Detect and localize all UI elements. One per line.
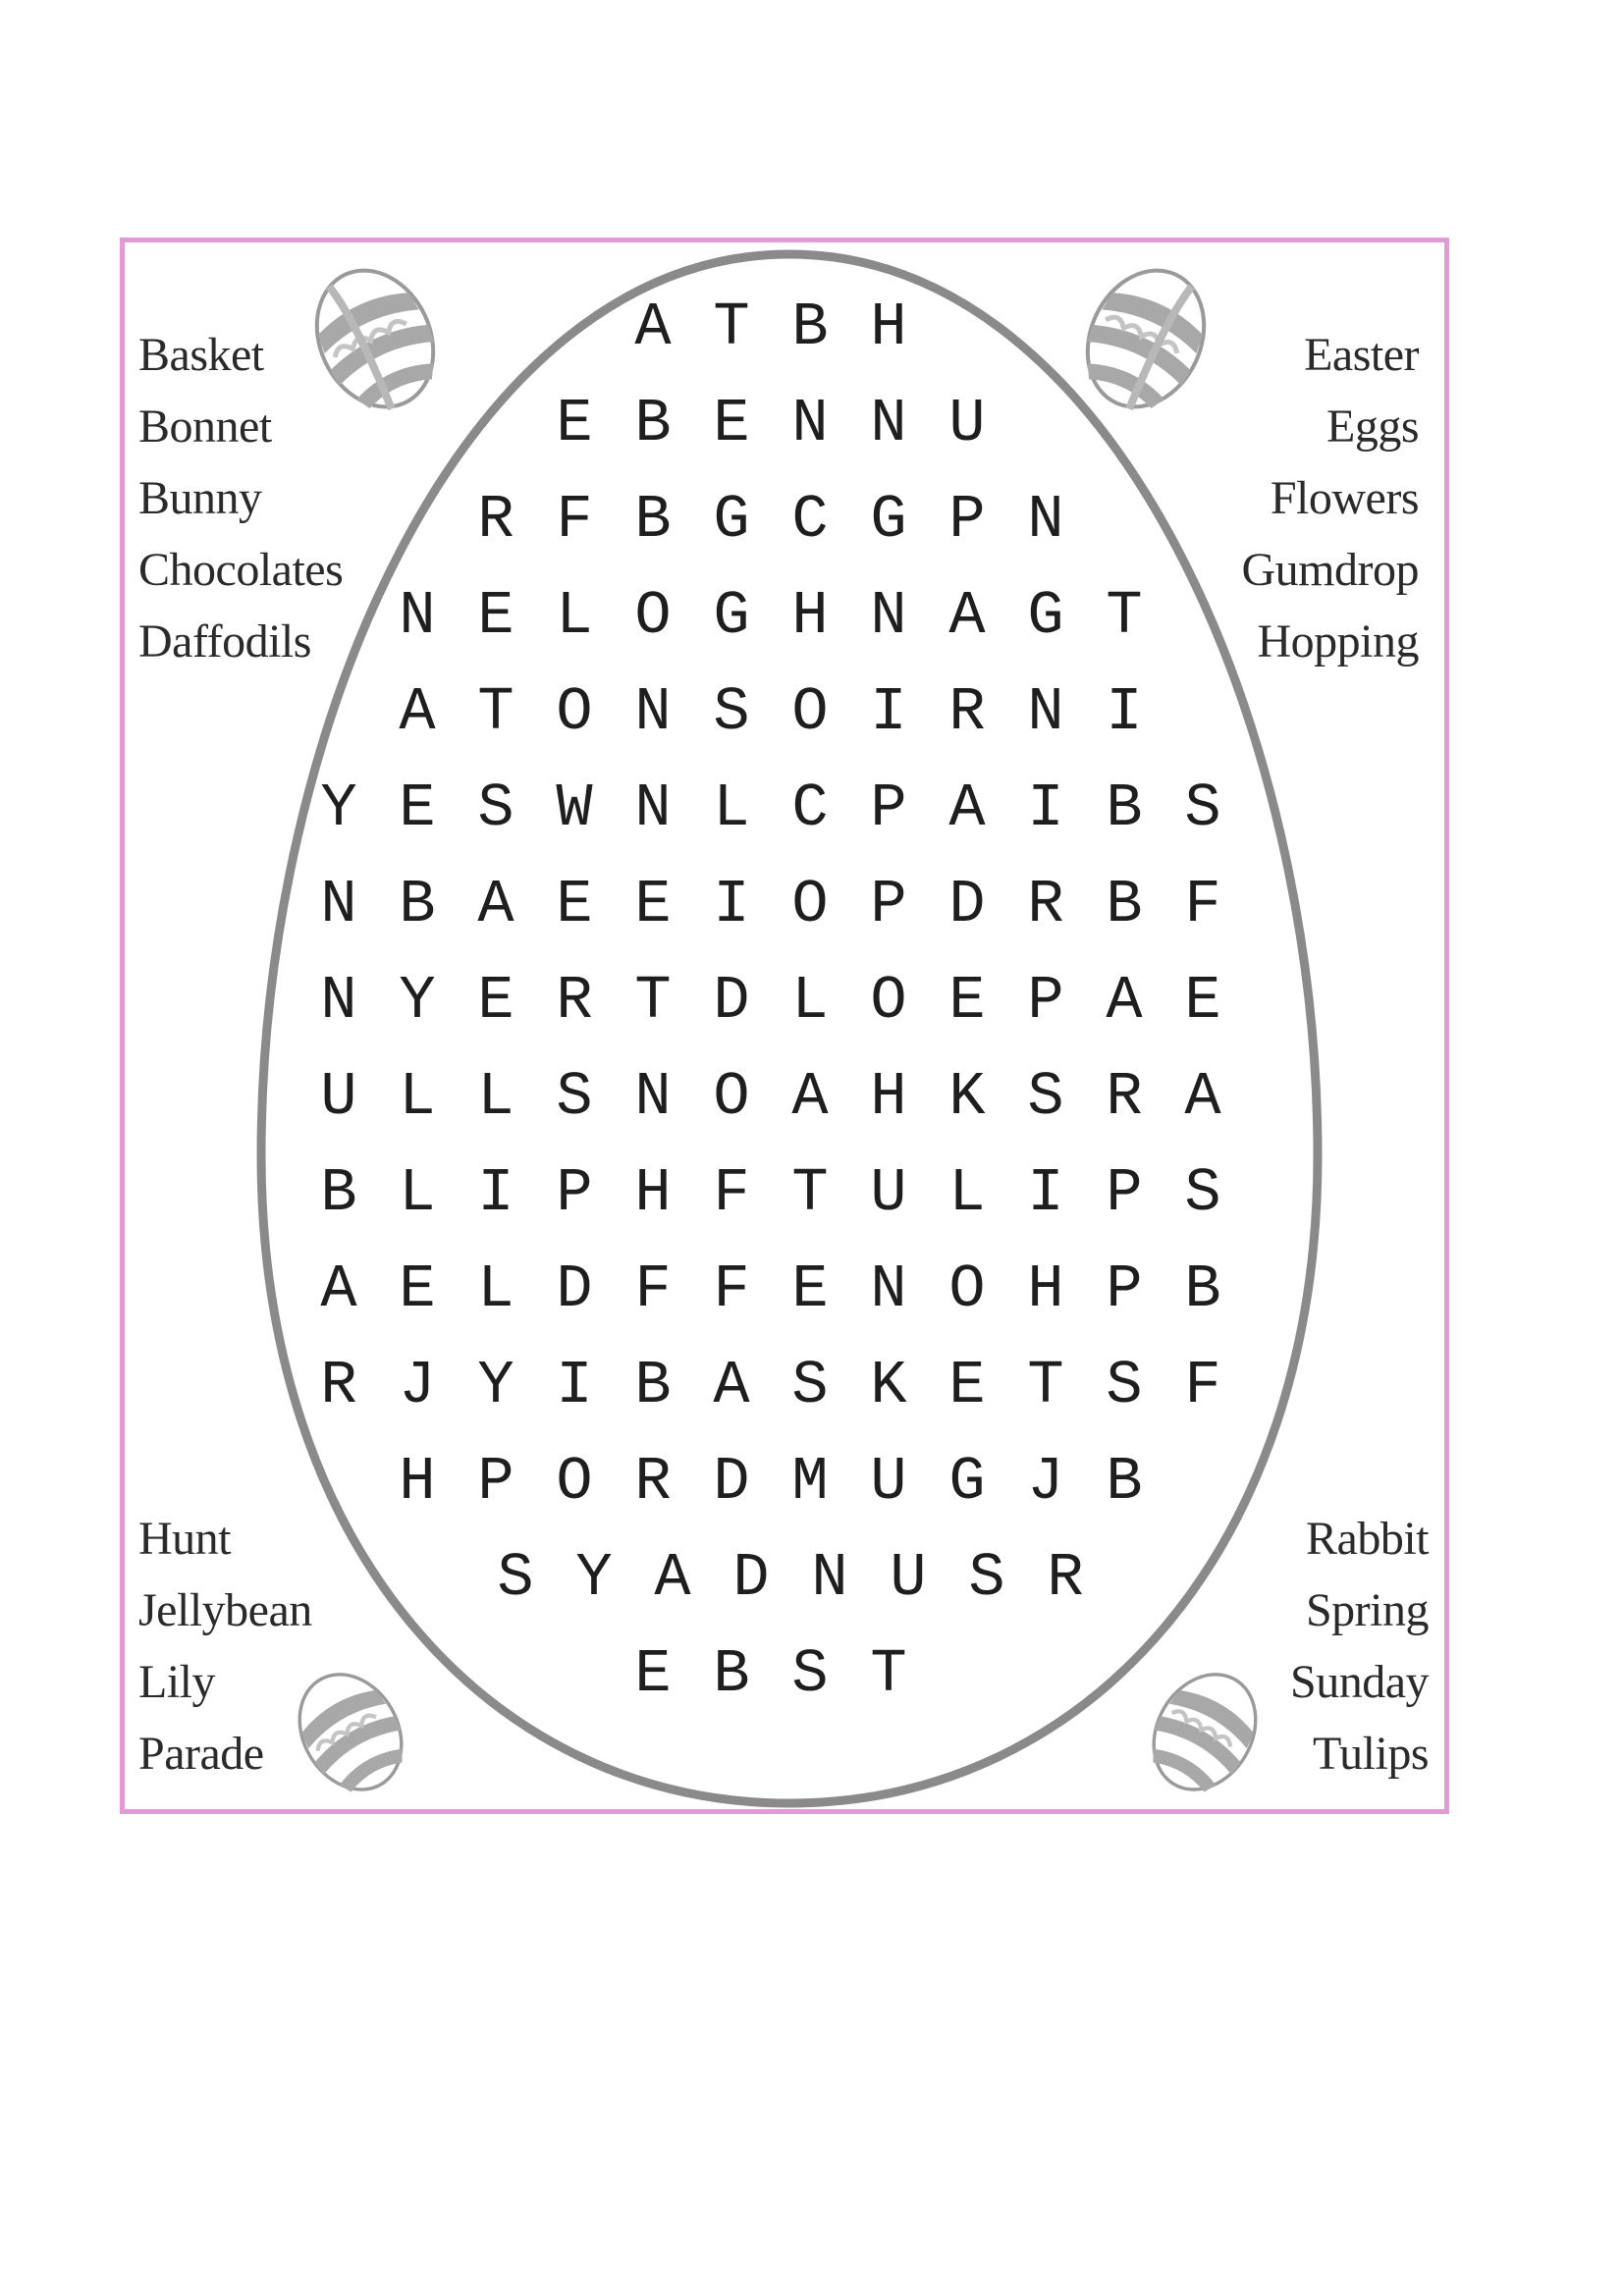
grid-letter[interactable]: U: [948, 389, 986, 458]
word-list-item: Rabbit: [1306, 1513, 1429, 1565]
word-list-item: Chocolates: [138, 544, 344, 596]
grid-letter[interactable]: Y: [575, 1543, 613, 1613]
grid-letter[interactable]: A: [948, 774, 986, 843]
grid-letter[interactable]: B: [1184, 1255, 1221, 1324]
grid-letter[interactable]: A: [791, 1062, 829, 1132]
grid-letter[interactable]: N: [791, 389, 829, 458]
grid-letter[interactable]: A: [320, 1255, 357, 1324]
grid-letter[interactable]: E: [556, 870, 593, 939]
grid-letter[interactable]: G: [1027, 581, 1064, 651]
grid-letter[interactable]: O: [556, 677, 593, 747]
grid-letter[interactable]: S: [497, 1543, 534, 1613]
grid-letter[interactable]: S: [791, 1351, 829, 1420]
word-list-item: Lily: [138, 1656, 215, 1708]
word-list-item: Bunny: [138, 472, 262, 524]
grid-letter[interactable]: P: [1106, 1255, 1143, 1324]
grid-letter[interactable]: E: [477, 966, 514, 1036]
grid-letter[interactable]: P: [1027, 966, 1064, 1036]
grid-letter[interactable]: S: [477, 774, 514, 843]
grid-letter[interactable]: B: [1106, 870, 1143, 939]
grid-letter[interactable]: K: [948, 1062, 986, 1132]
grid-letter[interactable]: R: [634, 1447, 672, 1517]
grid-letter[interactable]: A: [948, 581, 986, 651]
word-list-item: Hopping: [1257, 615, 1419, 667]
grid-letter[interactable]: G: [870, 485, 907, 555]
grid-letter[interactable]: F: [556, 485, 593, 555]
grid-letter[interactable]: F: [713, 1255, 750, 1324]
grid-letter[interactable]: T: [791, 1158, 829, 1228]
grid-letter[interactable]: B: [1106, 1447, 1143, 1517]
grid-letter[interactable]: O: [713, 1062, 750, 1132]
grid-letter[interactable]: C: [791, 774, 829, 843]
grid-letter[interactable]: R: [556, 966, 593, 1036]
grid-letter[interactable]: J: [399, 1351, 436, 1420]
word-list-item: Daffodils: [138, 615, 311, 667]
word-list-item: Parade: [138, 1728, 264, 1780]
grid-letter[interactable]: R: [1047, 1543, 1084, 1613]
grid-letter[interactable]: Y: [477, 1351, 514, 1420]
grid-letter[interactable]: L: [791, 966, 829, 1036]
grid-letter[interactable]: E: [948, 1351, 986, 1420]
grid-letter[interactable]: F: [713, 1158, 750, 1228]
grid-letter[interactable]: U: [870, 1447, 907, 1517]
grid-letter[interactable]: S: [556, 1062, 593, 1132]
grid-letter[interactable]: S: [968, 1543, 1005, 1613]
grid-letter[interactable]: A: [1184, 1062, 1221, 1132]
grid-letter[interactable]: B: [399, 870, 436, 939]
grid-letter[interactable]: B: [320, 1158, 357, 1228]
grid-letter[interactable]: K: [870, 1351, 907, 1420]
grid-letter[interactable]: E: [713, 389, 750, 458]
grid-letter[interactable]: U: [320, 1062, 357, 1132]
grid-letter[interactable]: R: [477, 485, 514, 555]
grid-letter[interactable]: A: [713, 1351, 750, 1420]
grid-letter[interactable]: I: [1106, 677, 1143, 747]
word-list-item: Flowers: [1270, 472, 1419, 524]
grid-letter[interactable]: N: [870, 1255, 907, 1324]
grid-letter[interactable]: B: [634, 485, 672, 555]
grid-letter[interactable]: I: [556, 1351, 593, 1420]
grid-letter[interactable]: I: [1027, 774, 1064, 843]
grid-letter[interactable]: H: [1027, 1255, 1064, 1324]
grid-letter[interactable]: N: [1027, 485, 1064, 555]
grid-letter[interactable]: W: [556, 774, 593, 843]
grid-letter[interactable]: S: [1106, 1351, 1143, 1420]
grid-letter[interactable]: O: [634, 581, 672, 651]
grid-letter[interactable]: H: [870, 293, 907, 362]
grid-letter[interactable]: I: [477, 1158, 514, 1228]
grid-letter[interactable]: R: [948, 677, 986, 747]
grid-letter[interactable]: Y: [399, 966, 436, 1036]
grid-letter[interactable]: S: [713, 677, 750, 747]
grid-letter[interactable]: J: [1027, 1447, 1064, 1517]
grid-letter[interactable]: L: [477, 1255, 514, 1324]
word-list-item: Jellybean: [138, 1584, 312, 1636]
grid-letter[interactable]: B: [634, 389, 672, 458]
grid-letter[interactable]: S: [1184, 774, 1221, 843]
grid-letter[interactable]: H: [399, 1447, 436, 1517]
grid-letter[interactable]: H: [634, 1158, 672, 1228]
word-list-item: Bonnet: [138, 400, 272, 453]
grid-letter[interactable]: I: [713, 870, 750, 939]
grid-letter[interactable]: T: [634, 966, 672, 1036]
grid-letter[interactable]: N: [399, 581, 436, 651]
grid-letter[interactable]: O: [791, 677, 829, 747]
grid-letter[interactable]: C: [791, 485, 829, 555]
grid-letter[interactable]: A: [1106, 966, 1143, 1036]
grid-letter[interactable]: E: [634, 870, 672, 939]
grid-letter[interactable]: N: [634, 774, 672, 843]
grid-letter[interactable]: S: [1027, 1062, 1064, 1132]
grid-letter[interactable]: N: [320, 870, 357, 939]
grid-letter[interactable]: P: [870, 870, 907, 939]
grid-letter[interactable]: F: [1184, 870, 1221, 939]
grid-letter[interactable]: A: [634, 293, 672, 362]
grid-letter[interactable]: B: [634, 1351, 672, 1420]
grid-letter[interactable]: M: [791, 1447, 829, 1517]
grid-letter[interactable]: S: [791, 1639, 829, 1709]
grid-letter[interactable]: L: [477, 1062, 514, 1132]
grid-letter[interactable]: R: [1106, 1062, 1143, 1132]
grid-letter[interactable]: N: [811, 1543, 848, 1613]
grid-letter[interactable]: T: [1106, 581, 1143, 651]
grid-letter[interactable]: S: [1184, 1158, 1221, 1228]
grid-letter[interactable]: I: [1027, 1158, 1064, 1228]
grid-letter[interactable]: R: [320, 1351, 357, 1420]
word-list-item: Gumdrop: [1241, 544, 1419, 596]
grid-letter[interactable]: O: [948, 1255, 986, 1324]
grid-letter[interactable]: E: [634, 1639, 672, 1709]
grid-letter[interactable]: P: [556, 1158, 593, 1228]
grid-letter[interactable]: H: [870, 1062, 907, 1132]
grid-letter[interactable]: D: [948, 870, 986, 939]
grid-letter[interactable]: P: [870, 774, 907, 843]
grid-letter[interactable]: N: [634, 677, 672, 747]
grid-letter[interactable]: O: [556, 1447, 593, 1517]
grid-letter[interactable]: L: [399, 1062, 436, 1132]
grid-letter[interactable]: D: [713, 1447, 750, 1517]
grid-letter[interactable]: D: [556, 1255, 593, 1324]
grid-letter[interactable]: L: [713, 774, 750, 843]
grid-letter[interactable]: N: [1027, 677, 1064, 747]
grid-letter[interactable]: H: [791, 581, 829, 651]
grid-letter[interactable]: P: [1106, 1158, 1143, 1228]
grid-letter[interactable]: I: [870, 677, 907, 747]
grid-letter[interactable]: B: [791, 293, 829, 362]
grid-letter[interactable]: N: [634, 1062, 672, 1132]
grid-letter[interactable]: O: [870, 966, 907, 1036]
grid-letter[interactable]: T: [870, 1639, 907, 1709]
grid-letter[interactable]: U: [870, 1158, 907, 1228]
word-list-item: Tulips: [1313, 1728, 1429, 1780]
grid-letter[interactable]: T: [477, 677, 514, 747]
grid-letter[interactable]: A: [477, 870, 514, 939]
grid-letter[interactable]: D: [713, 966, 750, 1036]
puzzle-frame: [120, 238, 1449, 1814]
grid-letter[interactable]: E: [399, 774, 436, 843]
grid-letter[interactable]: E: [399, 1255, 436, 1324]
letter-grid: [125, 242, 1454, 1819]
word-list-item: Sunday: [1290, 1656, 1429, 1708]
grid-letter[interactable]: G: [713, 485, 750, 555]
grid-letter[interactable]: E: [556, 389, 593, 458]
grid-letter[interactable]: R: [1027, 870, 1064, 939]
grid-letter[interactable]: U: [890, 1543, 927, 1613]
grid-letter[interactable]: E: [948, 966, 986, 1036]
grid-letter[interactable]: N: [870, 581, 907, 651]
grid-letter[interactable]: L: [399, 1158, 436, 1228]
grid-letter[interactable]: E: [791, 1255, 829, 1324]
grid-letter[interactable]: A: [399, 677, 436, 747]
grid-letter[interactable]: N: [870, 389, 907, 458]
grid-letter[interactable]: G: [948, 1447, 986, 1517]
word-list-item: Spring: [1305, 1584, 1429, 1636]
grid-letter[interactable]: G: [713, 581, 750, 651]
grid-letter[interactable]: Y: [320, 774, 357, 843]
word-list-item: Easter: [1304, 329, 1419, 381]
grid-letter[interactable]: E: [477, 581, 514, 651]
grid-letter[interactable]: F: [1184, 1351, 1221, 1420]
word-list-item: Basket: [138, 329, 264, 381]
grid-letter[interactable]: B: [713, 1639, 750, 1709]
grid-letter[interactable]: T: [713, 293, 750, 362]
grid-letter[interactable]: L: [556, 581, 593, 651]
grid-letter[interactable]: B: [1106, 774, 1143, 843]
word-list-item: Eggs: [1326, 400, 1419, 453]
grid-letter[interactable]: P: [948, 485, 986, 555]
grid-letter[interactable]: N: [320, 966, 357, 1036]
grid-letter[interactable]: F: [634, 1255, 672, 1324]
grid-letter[interactable]: E: [1184, 966, 1221, 1036]
grid-letter[interactable]: O: [791, 870, 829, 939]
grid-letter[interactable]: T: [1027, 1351, 1064, 1420]
grid-letter[interactable]: A: [654, 1543, 691, 1613]
grid-letter[interactable]: D: [732, 1543, 770, 1613]
grid-letter[interactable]: L: [948, 1158, 986, 1228]
grid-letter[interactable]: P: [477, 1447, 514, 1517]
word-list-item: Hunt: [138, 1513, 231, 1565]
